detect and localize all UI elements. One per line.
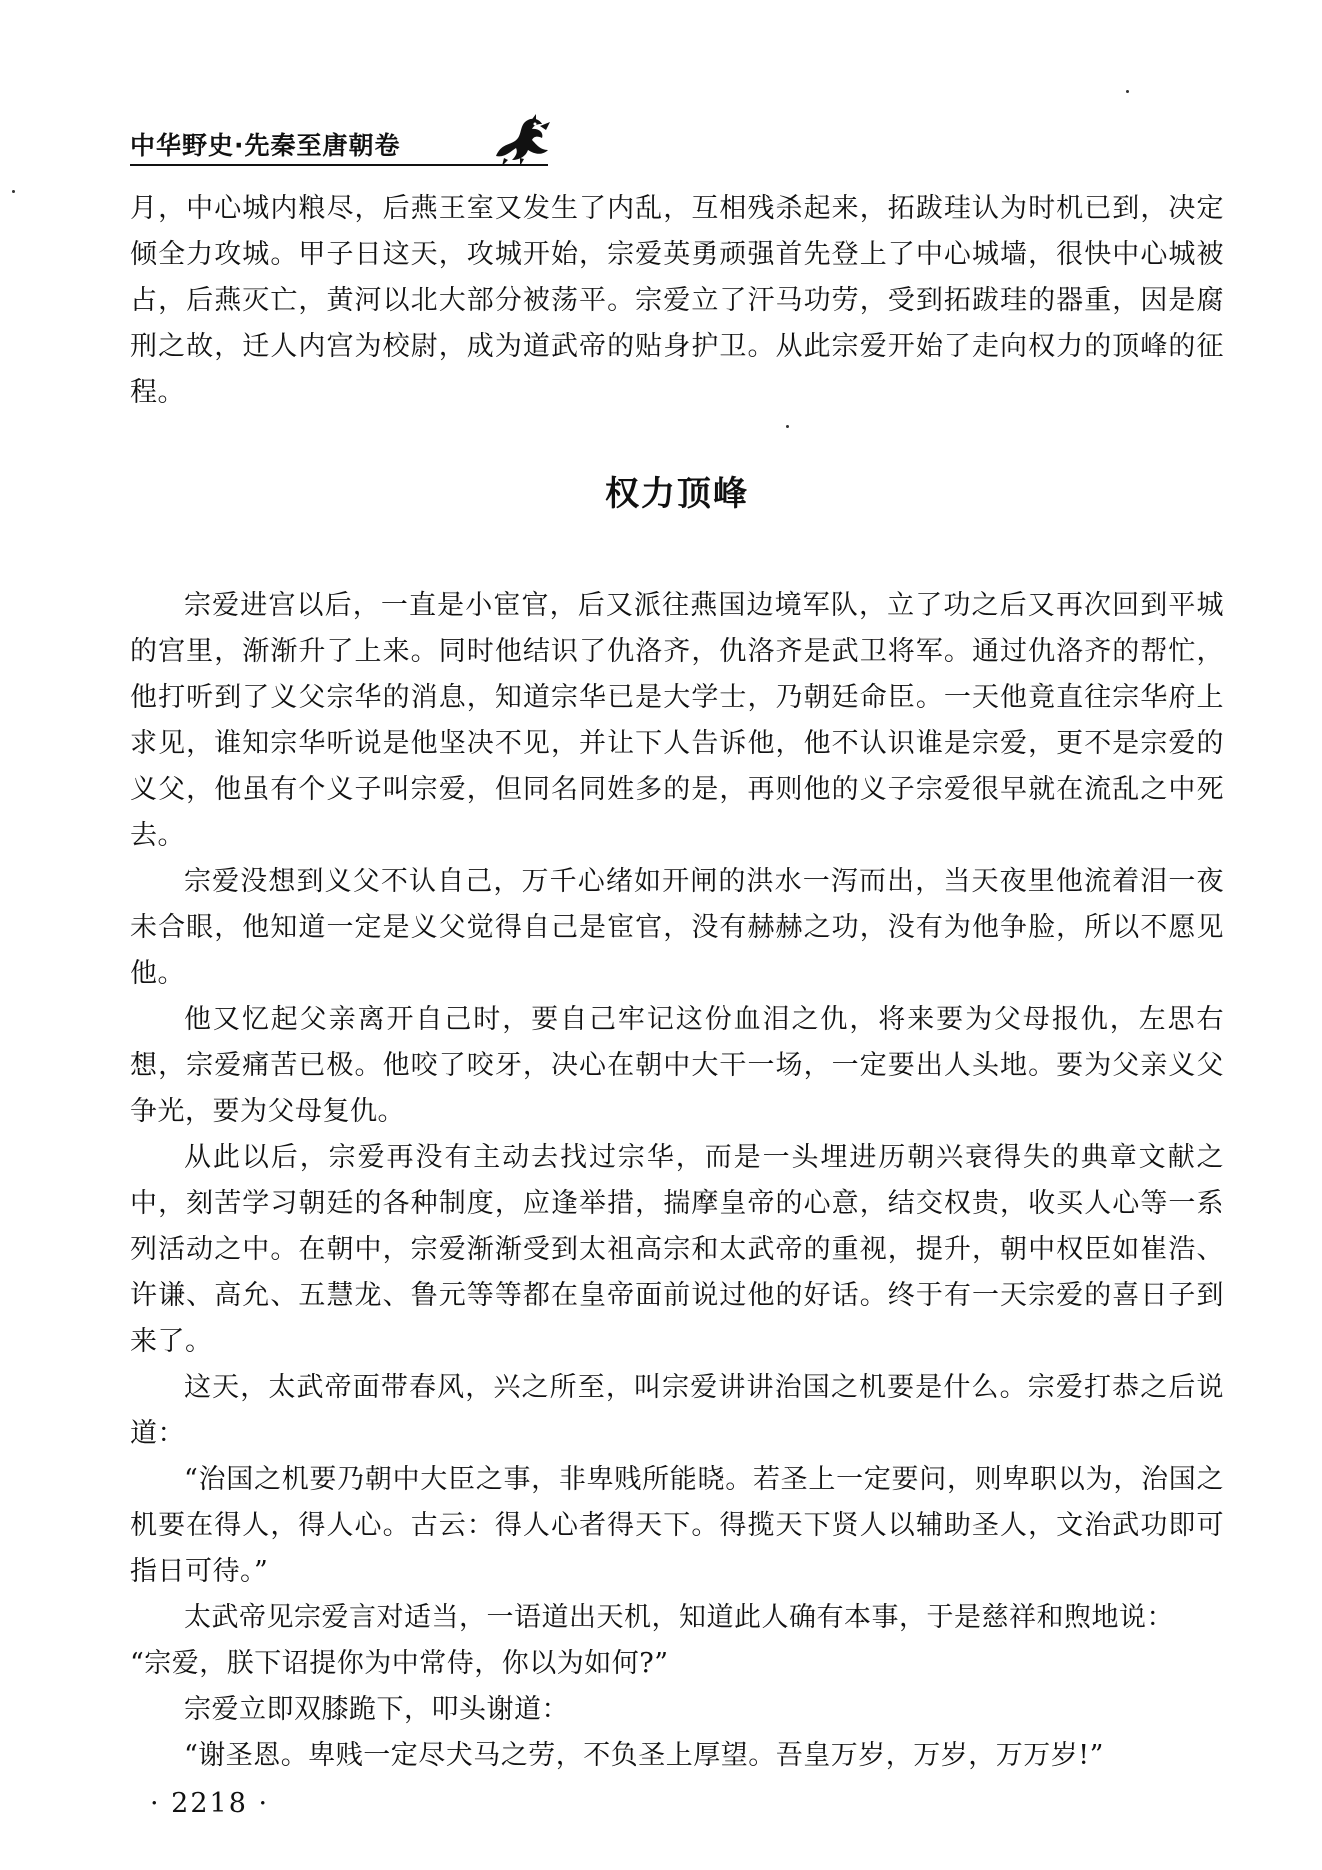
- intro-paragraph: 月，中心城内粮尽，后燕王室又发生了内乱，互相残杀起来，拓跋珪认为时机已到，决定倾全力攻城。甲子日这天，攻城开始，宗爱英勇顽强首先登上了中心城墙，很快中心城被占，后燕灭亡，黄河以北大部分被荡平。宗爱立了汗马功劳，受到拓跋珪的器重，因是腐刑之故，迁人内宫为校尉，成为道武帝的贴身护卫。从此宗爱开始了走向权力的顶峰的征程。: [130, 193, 1224, 408]
- page-number: · 2218 ·: [150, 1788, 270, 1819]
- quote-paragraph: “宗爱，朕下诏提你为中常侍，你以为如何?”: [130, 1648, 669, 1679]
- book-title: 中华野史·先秦至唐朝卷: [130, 131, 401, 160]
- quote-paragraph: “治国之机要乃朝中大臣之事，非卑贱所能晓。若圣上一定要问，则卑职以为，治国之机要在得人，得人心。古云：得人心者得天下。得揽天下贤人以辅助圣人，文治武功即可指日可待。”: [130, 1464, 1224, 1587]
- paragraph: 他又忆起父亲离开自己时，要自己牢记这份血泪之仇，将来要为父母报仇，左思右想，宗爱痛苦已极。他咬了咬牙，决心在朝中大干一场，一定要出人头地。要为父亲义父争光，要为父母复仇。: [130, 1004, 1224, 1127]
- scan-speck: [786, 425, 789, 428]
- header-rule: [130, 164, 548, 166]
- page-body: [130, 186, 1224, 1779]
- paragraph: 宗爱进宫以后，一直是小宦官，后又派往燕国边境军队，立了功之后又再次回到平城的宫里，渐渐升了上来。同时他结识了仇洛齐，仇洛齐是武卫将军。通过仇洛齐的帮忙，他打听到了义父宗华的消息，知道宗华已是大学士，乃朝廷命臣。一天他竟直往宗华府上求见，谁知宗华听说是他坚决不见，并让下人告诉他，他不认识谁是宗爱，更不是宗爱的义父，他虽有个义子叫宗爱，但同名同姓多的是，再则他的义子宗爱很早就在流乱之中死去。: [130, 590, 1224, 851]
- dragon-emblem-icon: [490, 112, 554, 168]
- paragraph: 太武帝见宗爱言对适当，一语道出天机，知道此人确有本事，于是慈祥和煦地说：: [184, 1602, 1174, 1633]
- paragraph: 这天，太武帝面带春风，兴之所至，叫宗爱讲讲治国之机要是什么。宗爱打恭之后说道：: [130, 1372, 1224, 1449]
- paragraph: 宗爱没想到义父不认自己，万千心绪如开闸的洪水一泻而出，当天夜里他流着泪一夜未合眼，他知道一定是义父觉得自己是宦官，没有赫赫之功，没有为他争脸，所以不愿见他。: [130, 866, 1224, 989]
- scan-speck: [12, 190, 15, 193]
- scan-speck: [1126, 90, 1129, 93]
- paragraph: 宗爱立即双膝跪下，叩头谢道：: [184, 1694, 569, 1725]
- quote-paragraph: “谢圣恩。卑贱一定尽犬马之劳，不负圣上厚望。吾皇万岁，万岁，万万岁!”: [184, 1740, 1104, 1771]
- paragraph: 从此以后，宗爱再没有主动去找过宗华，而是一头埋进历朝兴衰得失的典章文献之中，刻苦学习朝廷的各种制度，应逢举措，揣摩皇帝的心意，结交权贵，收买人心等一系列活动之中。在朝中，宗爱渐渐受到太祖高宗和太武帝的重视，提升，朝中权臣如崔浩、许谦、高允、五慧龙、鲁元等等都在皇帝面前说过他的好话。终于有一天宗爱的喜日子到来了。: [130, 1142, 1224, 1357]
- section-title: 权力顶峰: [605, 474, 749, 514]
- running-header: [130, 112, 550, 172]
